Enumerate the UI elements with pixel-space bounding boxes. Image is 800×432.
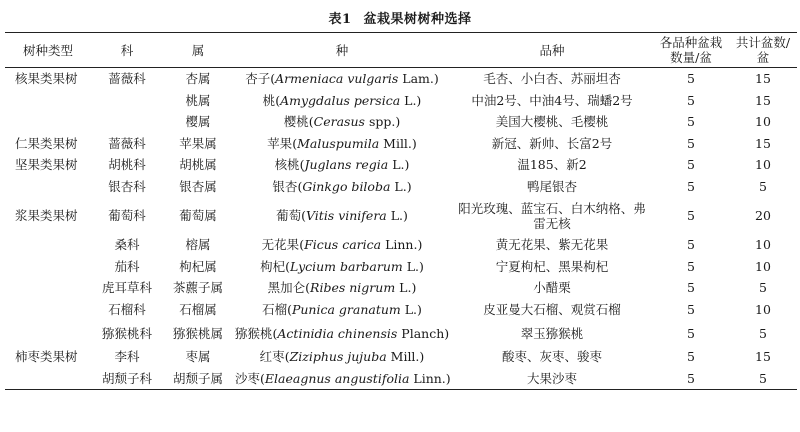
cell-total: 15 (755, 135, 771, 151)
cell-family: 蔷薇科 (108, 135, 146, 151)
cell-genus: 猕猴桃属 (172, 325, 223, 341)
cell-variety: 毛杏、小白杏、苏丽坦杏 (483, 71, 621, 87)
table-row (5, 68, 797, 90)
cell-species: 猕猴桃(Actinidia chinensis Planch) (235, 325, 450, 341)
species-scientific-name: Juglans regia (304, 157, 389, 173)
cell-family: 蔷薇科 (108, 71, 146, 87)
cell-variety: 美国大樱桃、毛樱桃 (495, 114, 609, 130)
species-common-name: 苹果 (267, 135, 293, 151)
cell-genus: 胡桃属 (179, 157, 217, 173)
species-scientific-name: Ribes nigrum (310, 280, 396, 296)
table-row (5, 154, 797, 176)
cell-type (5, 277, 91, 299)
table-row (5, 133, 797, 155)
cell-family: 李科 (114, 349, 140, 365)
species-authority: Lam. (402, 71, 434, 87)
cell-type (5, 299, 91, 321)
cell-per-variety: 5 (687, 349, 695, 365)
cell-species: 无花果(Ficus carica Linn.) (261, 237, 423, 253)
cell-total: 15 (755, 71, 771, 87)
cell-variety: 中油2号、中油4号、瑞蟠2号 (471, 92, 633, 108)
cell-species: 核桃(Juglans regia L.) (274, 157, 410, 173)
cell-genus: 葡萄属 (179, 208, 217, 223)
cell-total: 10 (755, 157, 771, 173)
cell-genus: 银杏属 (179, 178, 217, 194)
cell-species: 石榴(Punica granatum L.) (262, 301, 422, 317)
cell-family: 胡颓子科 (101, 370, 152, 386)
cell-total: 5 (759, 178, 767, 194)
table-row (5, 197, 797, 234)
cell-family: 胡桃科 (108, 157, 146, 173)
cell-type: 核果类果树 (15, 71, 78, 87)
cell-species: 苹果(Maluspumila Mill.) (267, 135, 417, 151)
cell-variety: 新冠、新帅、长富2号 (491, 135, 613, 151)
cell-type (5, 368, 91, 390)
cell-genus: 杏属 (185, 71, 211, 87)
species-authority: Linn. (385, 237, 418, 253)
cell-variety: 宁夏枸杞、黑果枸杞 (495, 258, 609, 274)
species-scientific-name: Ginkgo biloba (302, 178, 391, 194)
cell-family: 葡萄科 (108, 208, 146, 223)
cell-type (5, 90, 91, 112)
cell-per-variety: 5 (687, 208, 695, 223)
species-common-name: 枸杞 (260, 258, 286, 274)
cell-family: 石榴科 (108, 301, 146, 317)
cell-total: 5 (759, 370, 767, 386)
cell-species: 银杏(Ginkgo biloba L.) (272, 178, 412, 194)
species-scientific-name: Armeniaca vulgaris (275, 71, 399, 87)
cell-type: 浆果类果树 (15, 208, 78, 223)
species-authority: L. (406, 258, 420, 274)
species-authority: L. (399, 280, 412, 296)
table-number: 表1 (328, 12, 352, 27)
species-common-name: 黑加仑 (267, 280, 306, 296)
cell-family: 银杏科 (108, 178, 146, 194)
cell-genus: 石榴属 (179, 301, 217, 317)
species-authority: Mill. (390, 349, 420, 365)
header-family: 科 (120, 42, 134, 58)
cell-species: 樱桃(Cerasus spp.) (283, 114, 401, 130)
table-row (5, 90, 797, 112)
species-common-name: 红枣 (259, 349, 285, 365)
table-row (5, 346, 797, 368)
cell-per-variety: 5 (687, 258, 695, 274)
cell-total: 10 (755, 258, 771, 274)
species-scientific-name: Lycium barbarum (289, 258, 403, 274)
species-common-name: 无花果 (261, 237, 300, 253)
table-row (5, 256, 797, 278)
cell-type (5, 234, 91, 256)
species-authority: Linn. (413, 370, 446, 386)
species-authority: L. (392, 157, 405, 173)
cell-variety: 皮亚曼大石榴、观赏石榴 (483, 301, 621, 317)
cell-variety: 阳光玫瑰、蓝宝石、白木纳格、弗雷无核 (458, 200, 646, 231)
cell-per-variety: 5 (687, 325, 695, 341)
header-row (5, 33, 797, 68)
cell-genus: 胡颓子属 (172, 370, 223, 386)
cell-variety: 小醋栗 (533, 280, 571, 296)
cell-per-variety: 5 (687, 280, 695, 296)
species-scientific-name: Vitis vinifera (305, 208, 387, 223)
cell-total: 20 (755, 208, 771, 223)
species-authority: L. (404, 92, 417, 108)
cell-per-variety: 5 (687, 370, 695, 386)
cell-family: 桑科 (114, 237, 140, 253)
cell-total: 10 (755, 301, 771, 317)
table-row (5, 320, 797, 346)
cell-genus: 榕属 (185, 237, 211, 253)
cell-per-variety: 5 (687, 114, 695, 130)
species-common-name: 石榴 (262, 301, 288, 317)
species-scientific-name: Ziziphus jujuba (289, 349, 387, 365)
cell-species: 杏子(Armeniaca vulgaris Lam.) (245, 71, 439, 87)
cell-species: 红枣(Ziziphus jujuba Mill.) (259, 349, 425, 365)
cell-variety: 温185、新2 (517, 157, 587, 173)
species-scientific-name: Elaeagnus angustifolia (264, 370, 410, 386)
cell-per-variety: 5 (687, 301, 695, 317)
table-row (5, 234, 797, 256)
cell-family: 虎耳草科 (101, 280, 152, 296)
species-common-name: 核桃 (274, 157, 300, 173)
species-common-name: 葡萄 (276, 208, 302, 223)
species-authority: Mill. (383, 135, 412, 151)
cell-family (91, 90, 163, 112)
species-common-name: 银杏 (272, 178, 298, 194)
cell-type (5, 111, 91, 133)
cell-variety: 大果沙枣 (526, 370, 577, 386)
header-genus: 属 (191, 42, 205, 58)
cell-species: 葡萄(Vitis vinifera L.) (276, 208, 408, 223)
cell-per-variety: 5 (687, 71, 695, 87)
species-common-name: 沙枣 (235, 370, 261, 386)
cell-per-variety: 5 (687, 92, 695, 108)
header-per-variety: 各品种盆栽数量/盆 (659, 35, 723, 65)
species-scientific-name: Maluspumila (297, 135, 380, 151)
cell-species: 沙枣(Elaeagnus angustifolia Linn.) (235, 370, 451, 386)
cell-species: 枸杞(Lycium barbarum L.) (260, 258, 424, 274)
table-title: 盆栽果树树种选择 (363, 12, 472, 27)
header-type: 树种类型 (22, 42, 73, 58)
species-authority: L. (394, 178, 407, 194)
species-scientific-name: Amygdalus persica (280, 92, 401, 108)
cell-per-variety: 5 (687, 237, 695, 253)
species-scientific-name: Punica granatum (291, 301, 401, 317)
species-authority: L. (404, 301, 418, 317)
header-total: 共计盆数/盆 (735, 35, 791, 65)
cell-variety: 酸枣、灰枣、骏枣 (501, 349, 602, 365)
cell-per-variety: 5 (687, 135, 695, 151)
cell-variety: 翠玉猕猴桃 (520, 325, 584, 341)
cell-total: 10 (755, 114, 771, 130)
cell-type: 坚果类果树 (15, 157, 78, 173)
cell-genus: 茶藨子属 (172, 280, 223, 296)
table-caption (0, 8, 800, 27)
cell-genus: 苹果属 (179, 135, 217, 151)
cell-genus: 桃属 (185, 92, 211, 108)
cell-total: 15 (755, 349, 771, 365)
table-row (5, 176, 797, 198)
table-row (5, 368, 797, 390)
table-row (5, 111, 797, 133)
cell-per-variety: 5 (687, 157, 695, 173)
species-common-name: 桃 (262, 92, 276, 108)
cell-type: 柿枣类果树 (15, 349, 78, 365)
cell-variety: 黄无花果、紫无花果 (495, 237, 609, 253)
species-scientific-name: Actinidia chinensis (277, 325, 398, 341)
species-common-name: 樱桃 (283, 114, 309, 130)
header-species: 种 (335, 42, 349, 58)
cell-per-variety: 5 (687, 178, 695, 194)
table-row (5, 299, 797, 321)
cell-family: 茄科 (114, 258, 140, 274)
species-common-name: 猕猴桃 (235, 325, 273, 341)
cell-family (91, 111, 163, 133)
species-scientific-name: Cerasus (313, 114, 365, 130)
table-row (5, 277, 797, 299)
cell-genus: 樱属 (185, 114, 211, 130)
cell-type (5, 176, 91, 198)
cell-total: 5 (759, 325, 767, 341)
cell-genus: 枸杞属 (179, 258, 217, 274)
cell-type (5, 320, 91, 346)
species-scientific-name: Ficus carica (304, 237, 382, 253)
header-variety: 品种 (539, 42, 565, 58)
fruit-tree-table (5, 32, 797, 390)
cell-total: 15 (755, 92, 771, 108)
species-authority: spp. (368, 114, 396, 130)
cell-family: 猕猴桃科 (101, 325, 152, 341)
cell-genus: 枣属 (185, 349, 211, 365)
cell-species: 黑加仑(Ribes nigrum L.) (267, 280, 417, 296)
species-authority: L. (390, 208, 404, 223)
cell-species: 桃(Amygdalus persica L.) (262, 92, 422, 108)
species-common-name: 杏子 (245, 71, 271, 87)
cell-type (5, 256, 91, 278)
cell-total: 5 (759, 280, 767, 296)
cell-variety: 鸭尾银杏 (526, 178, 577, 194)
cell-type: 仁果类果树 (15, 135, 78, 151)
species-authority: Planch (401, 325, 445, 341)
cell-total: 10 (755, 237, 771, 253)
